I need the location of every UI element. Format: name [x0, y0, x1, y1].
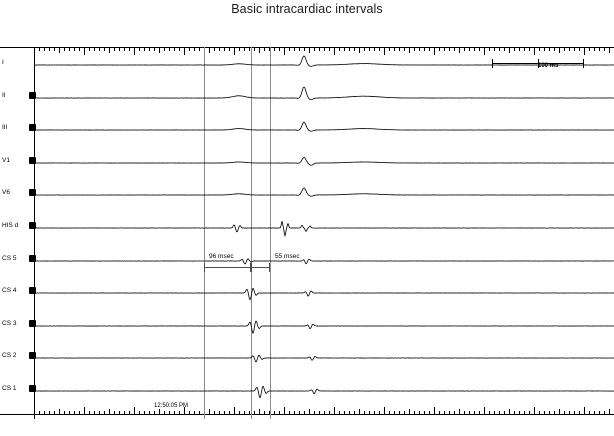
time-tick — [319, 411, 320, 414]
time-tick — [44, 411, 45, 414]
time-tick — [274, 411, 275, 414]
time-tick — [124, 411, 125, 414]
time-tick — [344, 411, 345, 414]
time-tick — [374, 411, 375, 414]
channel-row — [0, 78, 614, 114]
time-tick — [469, 411, 470, 414]
channel-row — [0, 241, 614, 277]
time-tick — [284, 407, 285, 414]
time-tick — [434, 407, 435, 414]
time-tick — [464, 411, 465, 414]
time-tick — [484, 407, 485, 414]
channel-trace — [34, 241, 614, 277]
channel-row — [0, 306, 614, 342]
time-tick — [544, 411, 545, 414]
time-tick — [564, 411, 565, 414]
time-tick — [114, 411, 115, 414]
time-tick — [494, 411, 495, 414]
time-tick — [159, 409, 160, 414]
time-tick — [254, 411, 255, 414]
time-tick — [74, 411, 75, 414]
time-tick — [584, 407, 585, 414]
time-tick — [179, 411, 180, 414]
time-tick — [524, 411, 525, 414]
channel-trace — [34, 371, 614, 407]
time-tick — [519, 411, 520, 414]
channel-label: CS 4 — [2, 287, 17, 295]
time-tick — [429, 411, 430, 414]
time-tick — [229, 411, 230, 414]
channel-row — [0, 110, 614, 146]
time-tick — [334, 407, 335, 414]
time-tick — [474, 411, 475, 414]
time-tick — [454, 411, 455, 414]
time-tick — [69, 411, 70, 414]
time-tick — [139, 411, 140, 414]
time-tick — [569, 411, 570, 414]
time-tick — [379, 411, 380, 414]
time-tick — [239, 411, 240, 414]
channel-label: III — [2, 124, 8, 132]
time-tick — [244, 411, 245, 414]
channel-trace — [34, 338, 614, 374]
time-tick — [314, 411, 315, 414]
time-tick — [164, 411, 165, 414]
page-title: Basic intracardiac intervals — [231, 2, 383, 16]
time-tick — [349, 411, 350, 414]
channel-label: V6 — [2, 189, 10, 197]
time-tick — [504, 411, 505, 414]
time-tick — [324, 411, 325, 414]
time-tick — [414, 411, 415, 414]
time-tick — [609, 409, 610, 414]
channel-trace — [34, 78, 614, 114]
time-tick — [409, 409, 410, 414]
time-tick — [174, 411, 175, 414]
channel-trace — [34, 273, 614, 309]
time-tick — [249, 411, 250, 414]
channel-label: I — [2, 59, 4, 66]
time-tick — [359, 409, 360, 414]
time-tick — [339, 411, 340, 414]
time-tick — [99, 411, 100, 414]
time-tick — [89, 411, 90, 414]
time-tick — [444, 411, 445, 414]
time-tick — [354, 411, 355, 414]
time-tick — [399, 411, 400, 414]
time-tick — [259, 409, 260, 414]
time-tick — [39, 411, 40, 414]
time-tick — [149, 411, 150, 414]
time-tick — [129, 411, 130, 414]
time-tick — [509, 409, 510, 414]
time-tick — [59, 409, 60, 414]
time-tick — [384, 407, 385, 414]
time-tick — [539, 411, 540, 414]
channel-trace — [34, 45, 614, 81]
channel-label: CS 3 — [2, 319, 17, 327]
time-tick — [84, 407, 85, 414]
time-tick — [574, 411, 575, 414]
time-tick — [534, 407, 535, 414]
time-tick — [234, 407, 235, 414]
time-tick — [119, 411, 120, 414]
time-tick — [64, 411, 65, 414]
channel-trace — [34, 175, 614, 211]
time-tick — [209, 409, 210, 414]
time-tick — [599, 411, 600, 414]
time-tick — [169, 411, 170, 414]
time-tick — [154, 411, 155, 414]
time-tick — [364, 411, 365, 414]
interval-hv-label: 55 msec — [275, 253, 300, 260]
time-tick — [329, 411, 330, 414]
channel-label: II — [2, 91, 6, 99]
time-tick — [369, 411, 370, 414]
time-tick — [514, 411, 515, 414]
time-tick — [134, 407, 135, 414]
timestamp-label: 12:50:05 PM — [154, 403, 189, 409]
plot-area — [0, 47, 614, 419]
time-tick — [404, 411, 405, 414]
time-tick — [224, 411, 225, 414]
channel-trace — [34, 208, 614, 244]
channel-row — [0, 143, 614, 179]
time-tick — [34, 407, 35, 414]
time-tick — [194, 411, 195, 414]
time-tick — [419, 411, 420, 414]
time-tick — [604, 411, 605, 414]
time-tick — [589, 411, 590, 414]
time-tick — [439, 411, 440, 414]
time-tick — [559, 409, 560, 414]
time-tick — [144, 411, 145, 414]
time-tick — [54, 411, 55, 414]
time-tick — [109, 409, 110, 414]
time-tick — [79, 411, 80, 414]
time-tick — [49, 411, 50, 414]
time-tick — [289, 411, 290, 414]
channel-row — [0, 45, 614, 81]
channel-row — [0, 371, 614, 407]
channel-row — [0, 338, 614, 374]
time-tick — [389, 411, 390, 414]
time-tick — [394, 411, 395, 414]
time-tick — [304, 411, 305, 414]
time-tick — [299, 411, 300, 414]
time-tick — [104, 411, 105, 414]
channel-label: CS 2 — [2, 352, 17, 360]
time-tick — [549, 411, 550, 414]
time-tick — [199, 411, 200, 414]
time-tick — [214, 411, 215, 414]
scale-bar-label: 100 ms — [538, 63, 559, 69]
time-tick — [294, 411, 295, 414]
time-tick — [264, 411, 265, 414]
time-tick — [499, 411, 500, 414]
channel-trace — [34, 306, 614, 342]
channel-label: HIS d — [2, 222, 19, 229]
time-tick — [479, 411, 480, 414]
channel-label: CS 5 — [2, 254, 17, 262]
time-tick — [489, 411, 490, 414]
channel-trace — [34, 110, 614, 146]
interval-ah-label: 96 msec — [209, 253, 234, 260]
time-tick — [189, 411, 190, 414]
time-tick — [424, 411, 425, 414]
channel-label: V1 — [2, 156, 10, 164]
time-tick — [529, 411, 530, 414]
time-tick — [594, 411, 595, 414]
time-tick — [579, 411, 580, 414]
channel-row — [0, 208, 614, 244]
time-tick — [459, 409, 460, 414]
channel-label: CS 1 — [2, 385, 17, 392]
time-tick — [94, 411, 95, 414]
time-ticks-bottom — [34, 406, 614, 414]
time-tick — [219, 411, 220, 414]
channel-row — [0, 273, 614, 309]
time-tick — [309, 409, 310, 414]
time-tick — [554, 411, 555, 414]
channel-row — [0, 175, 614, 211]
time-tick — [279, 411, 280, 414]
axis-bottom — [0, 414, 614, 415]
time-tick — [449, 411, 450, 414]
channel-trace — [34, 143, 614, 179]
